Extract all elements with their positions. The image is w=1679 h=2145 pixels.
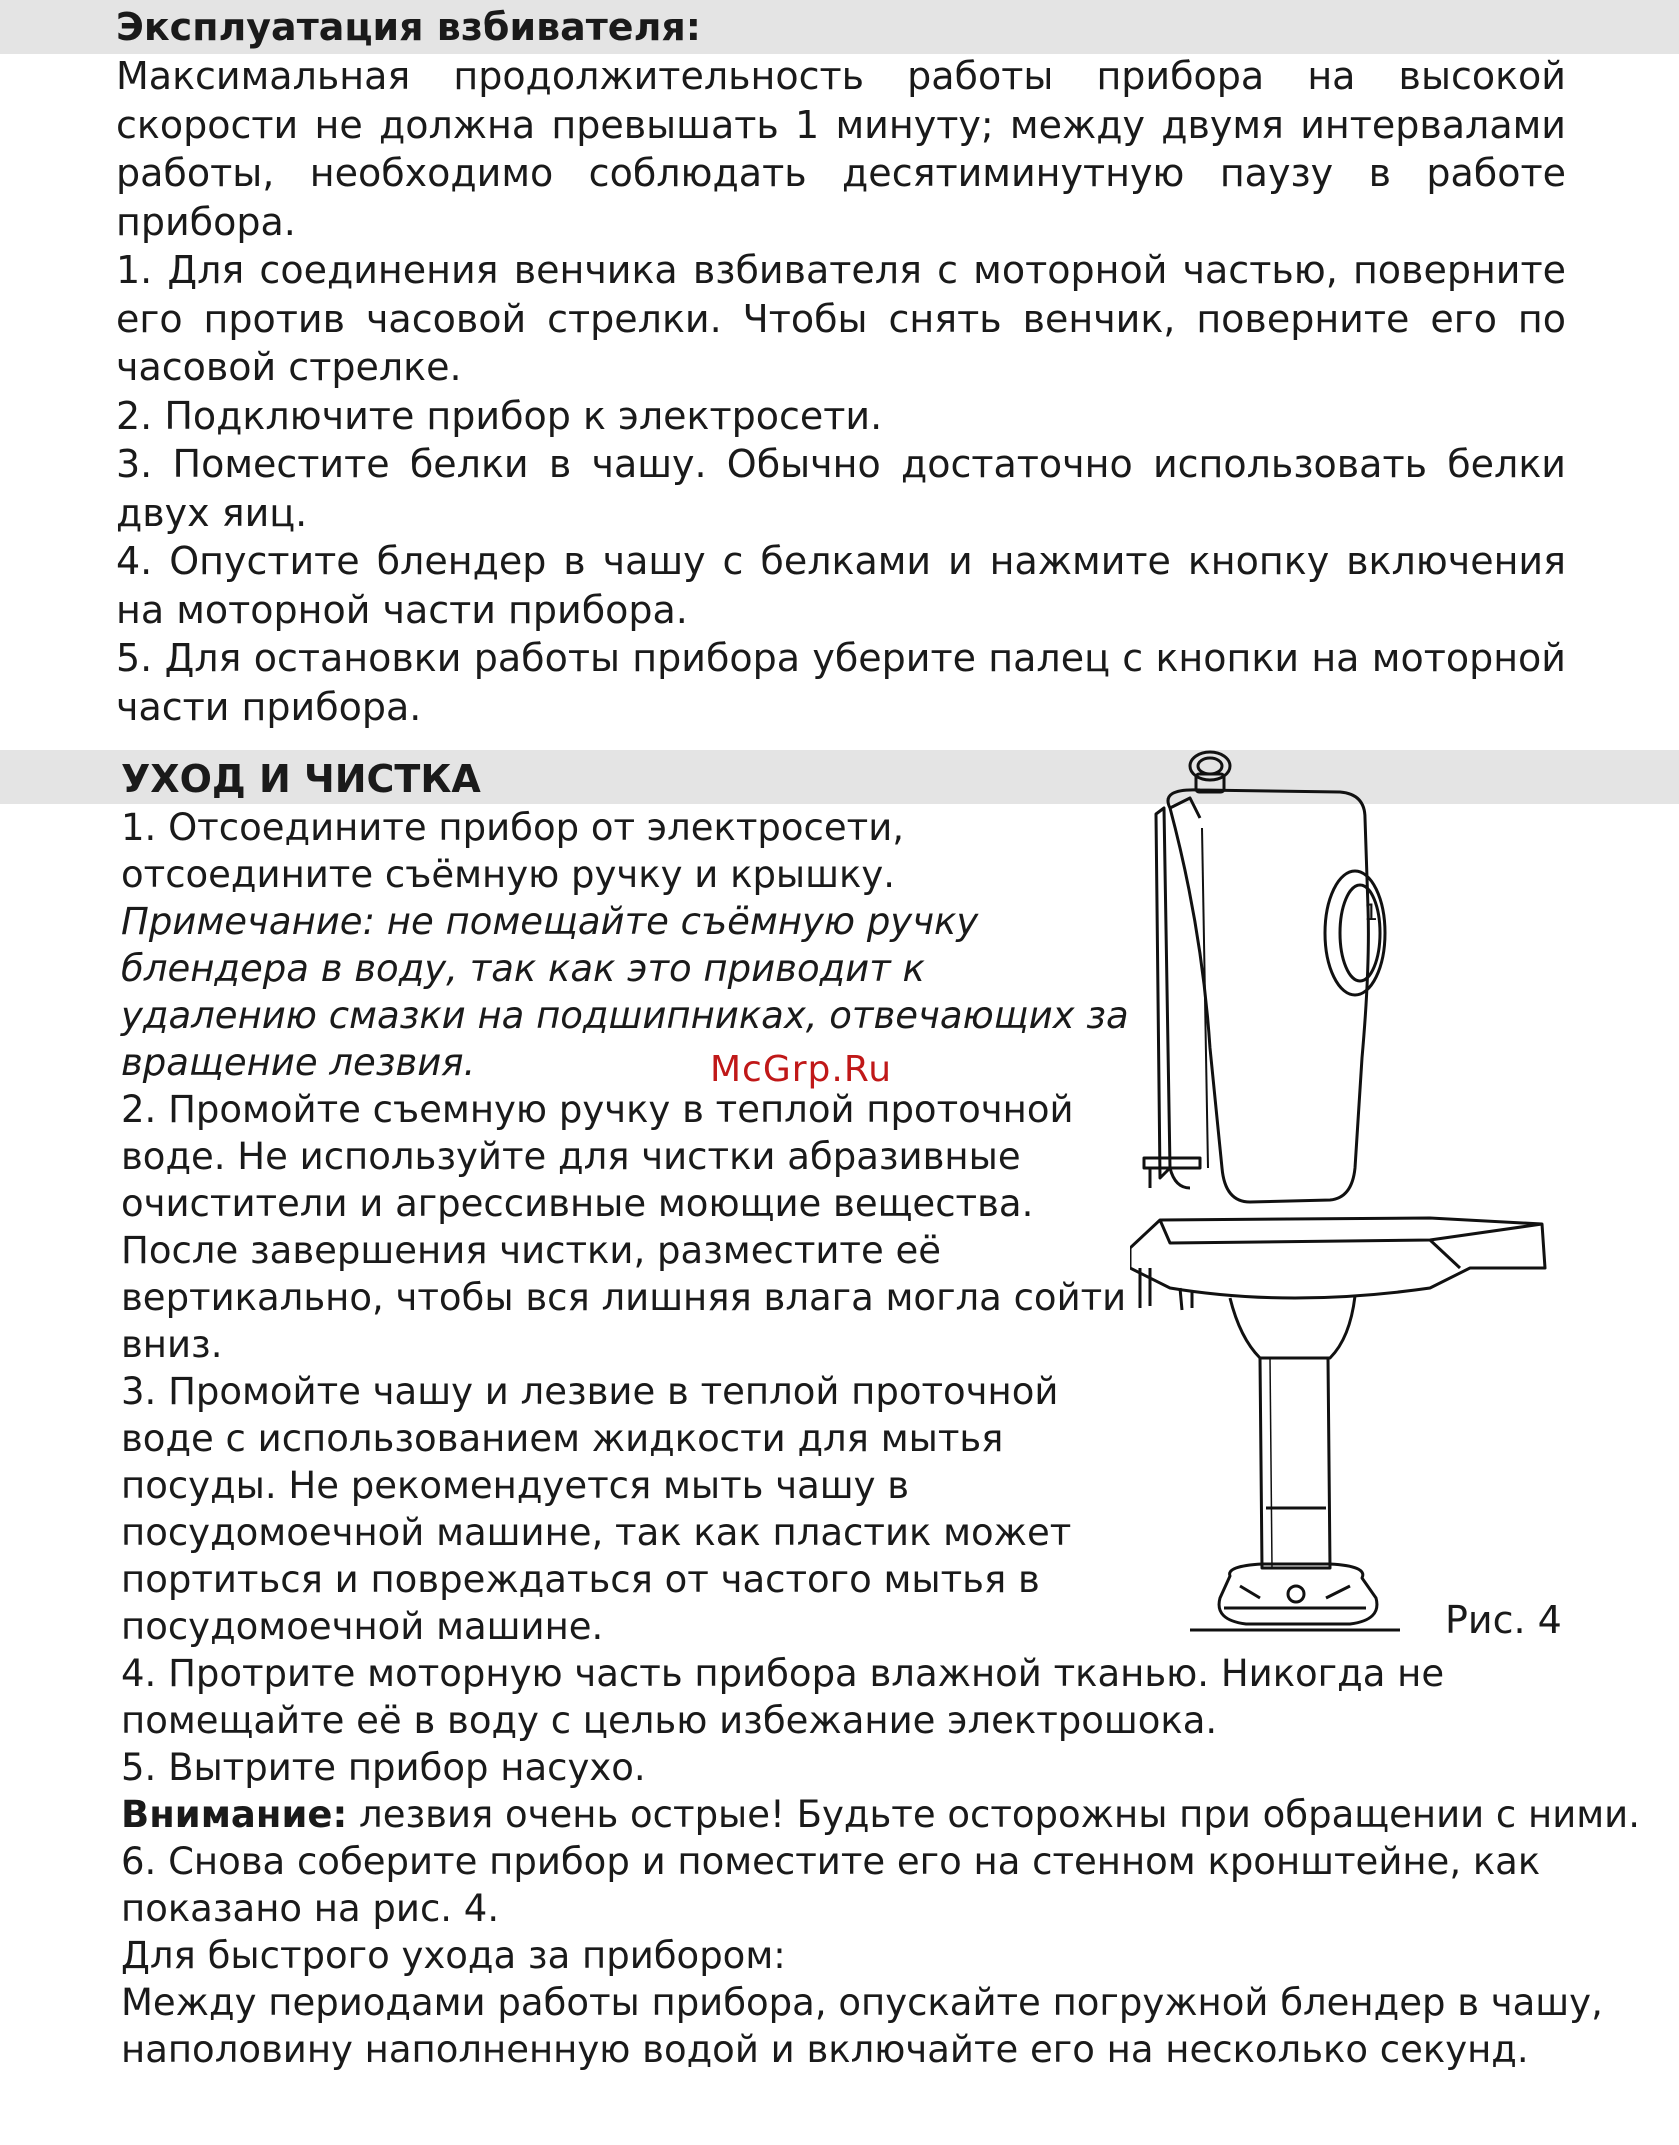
quick-care-text: Между периодами работы прибора, опускайте погружной блендер в чашу, наполовину наполненную водой и включайте его на несколько секунд. bbox=[121, 1981, 1603, 2071]
operation-step-5: 5. Для остановки работы прибора уберите палец с кнопки на моторной части прибора. bbox=[116, 636, 1566, 729]
section-title-care: УХОД И ЧИСТКА bbox=[121, 757, 481, 801]
operation-step-2: 2. Подключите прибор к электросети. bbox=[116, 393, 883, 438]
quick-care-title: Для быстрого ухода за прибором: bbox=[121, 1934, 786, 1977]
care-step-1: 1. Отсоедините прибор от электросети, отсоедините съёмную ручку и крышку. bbox=[121, 806, 905, 896]
care-step-5: 5. Вытрите прибор насухо. bbox=[121, 1746, 646, 1789]
care-step-2: 2. Промойте съемную ручку в теплой проточной воде. Не используйте для чистки абразивные очистители и агрессивные моющие вещества. После завершения чистки, разместите её вертикально, чтобы вся лишняя влага могла сойти вниз. bbox=[121, 1088, 1127, 1366]
care-step-3: 3. Промойте чашу и лезвие в теплой проточной воде с использованием жидкости для мытья посуды. Не рекомендуется мыть чашу в посудомоечной машине, так как пластик может портиться и повреждаться от частого мытья в посудомоечной машине. bbox=[121, 1370, 1072, 1648]
care-warning bbox=[121, 1791, 1641, 1838]
care-step-6: 6. Снова соберите прибор и поместите его на стенном кронштейне, как показано на рис. 4. bbox=[121, 1840, 1541, 1930]
section-care-continued bbox=[121, 1650, 1641, 2073]
operation-step-1: 1. Для соединения венчика взбивателя с моторной частью, поверните его против часовой стрелки. Чтобы снять венчик, поверните его по часовой стрелке. bbox=[116, 248, 1566, 389]
care-note: Примечание: не помещайте съёмную ручку блендера в воду, так как это приводит к удалению смазки на подшипниках, отвечающих за вращение лезвия. bbox=[121, 900, 1129, 1084]
section-title-operation: Эксплуатация взбивателя: bbox=[116, 5, 701, 49]
hand-blender-on-wall-bracket-icon bbox=[1130, 752, 1545, 1630]
hand-blender-illustration bbox=[1130, 748, 1550, 1648]
care-step-4: 4. Протрите моторную часть прибора влажной тканью. Никогда не помещайте её в воду с целью избежание электрошока. bbox=[121, 1652, 1445, 1742]
section-operation bbox=[116, 52, 1566, 731]
warning-label: Внимание: bbox=[121, 1793, 348, 1836]
warning-text: лезвия очень острые! Будьте осторожны при обращении с ними. bbox=[347, 1793, 1640, 1836]
figure-caption: Рис. 4 bbox=[1445, 1598, 1562, 1642]
dial-label: 1 bbox=[1364, 901, 1378, 926]
operation-step-4: 4. Опустите блендер в чашу с белками и нажмите кнопку включения на моторной части прибора. bbox=[116, 539, 1566, 632]
watermark: McGrp.Ru bbox=[710, 1049, 893, 1090]
section-care bbox=[121, 804, 1131, 1650]
operation-intro: Максимальная продолжительность работы прибора на высокой скорости не должна превышать 1 минуту; между двумя интервалами работы, необходимо соблюдать десятиминутную паузу в работе прибора. bbox=[116, 54, 1566, 244]
operation-step-3: 3. Поместите белки в чашу. Обычно достаточно использовать белки двух яиц. bbox=[116, 442, 1566, 535]
